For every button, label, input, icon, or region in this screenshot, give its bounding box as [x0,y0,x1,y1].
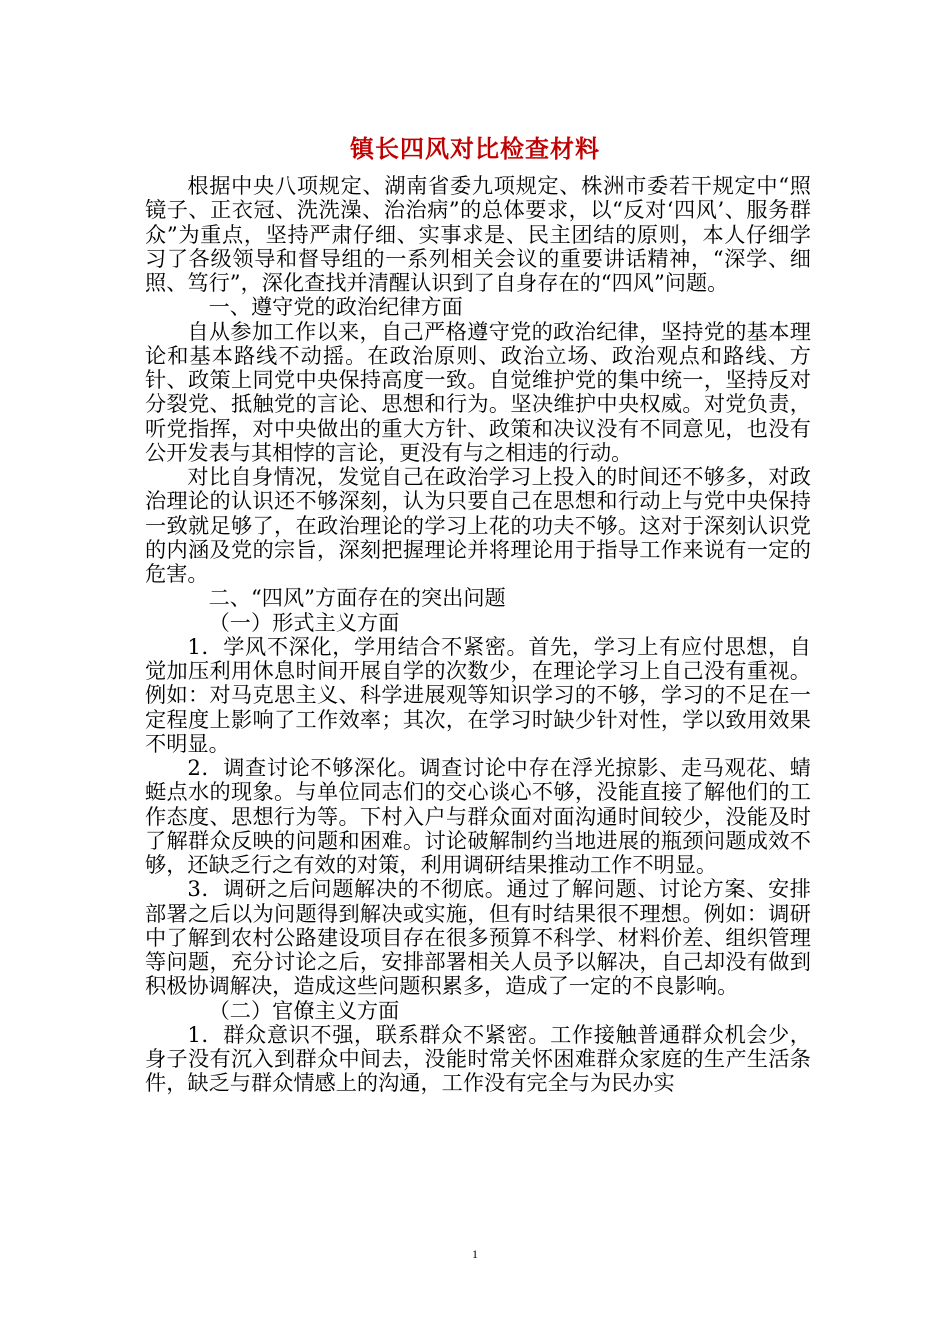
document-title: 镇长四风对比检查材料 [350,134,600,163]
subsection-heading-formalism: （一）形式主义方面 [208,609,400,635]
subsection-heading-bureaucratism: （二）官僚主义方面 [208,997,400,1023]
body-paragraph: 3．调研之后问题解决的不彻底。通过了解问题、讨论方案、安排部署之后以为问题得到解决或实施，但有时结果很不理想。例如：调研中了解到农村公路建设项目存在很多预算不科学、材料价差、组织管理等问题，充分讨论之后，安排部署相关人员予以解决，自己却没有做到积极协调解决，造成这些问题积累多，造成了一定的不良影响。 [145,876,811,999]
document-body [145,174,811,1096]
body-paragraph: 对比自身情况，发觉自己在政治学习上投入的时间还不够多，对政治理论的认识还不够深刻，认为只要自己在思想和行动上与党中央保持一致就足够了，在政治理论的学习上花的功夫不够。这对于深刻认识党的内涵及党的宗旨，深刻把握理论并将理论用于指导工作来说有一定的危害。 [145,464,811,586]
body-paragraph: 自从参加工作以来，自己严格遵守党的政治纪律，坚持党的基本理论和基本路线不动摇。在政治原则、政治立场、政治观点和路线、方针、政策上同党中央保持高度一致。自觉维护党的集中统一，坚持反对分裂党、抵触党的言论、思想和行为。坚决维护中央权威。对党负责，听党指挥，对中央做出的重大方针、政策和决议没有不同意见，也没有公开发表与其相悖的言论，更没有与之相违的行动。 [145,318,811,465]
section-heading-political-discipline: 一、遵守党的政治纪律方面 [208,294,463,320]
section-heading-four-styles: 二、“四风”方面存在的突出问题 [208,585,506,611]
page-number: 1 [472,1247,478,1261]
intro-paragraph: 根据中央八项规定、湖南省委九项规定、株洲市委若干规定中“照镜子、正衣冠、洗洗澡、治治病”的总体要求，以“反对‘四风’、服务群众”为重点，坚持严肃仔细、实事求是、民主团结的原则，本人仔细学习了各级领导和督导组的一系列相关会议的重要讲话精神，“深学、细照、笃行”，深化查找并清醒认识到了自身存在的“四风”问题。 [145,173,811,295]
body-paragraph: 1．群众意识不强，联系群众不紧密。工作接触普通群众机会少，身子没有沉入到群众中间去，没能时常关怀困难群众家庭的生产生活条件，缺乏与群众情感上的沟通，工作没有完全与为民办实 [145,1021,811,1096]
body-paragraph: 1．学风不深化，学用结合不紧密。首先，学习上有应付思想，自觉加压利用休息时间开展自学的次数少，在理论学习上自己没有重视。例如：对马克思主义、科学进展观等知识学习的不够，学习的不足在一定程度上影响了工作效率；其次，在学习时缺少针对性，学以致用效果不明显。 [145,633,811,756]
body-paragraph: 2．调查讨论不够深化。调查讨论中存在浮光掠影、走马观花、蜻蜓点水的现象。与单位同志们的交心谈心不够，没能直接了解他们的工作态度、思想行为等。下村入户与群众面对面沟通时间较少，没能及时了解群众反映的问题和困难。讨论破解制约当地进展的瓶颈问题成效不够，还缺乏行之有效的对策，利用调研结果推动工作不明显。 [145,755,811,877]
